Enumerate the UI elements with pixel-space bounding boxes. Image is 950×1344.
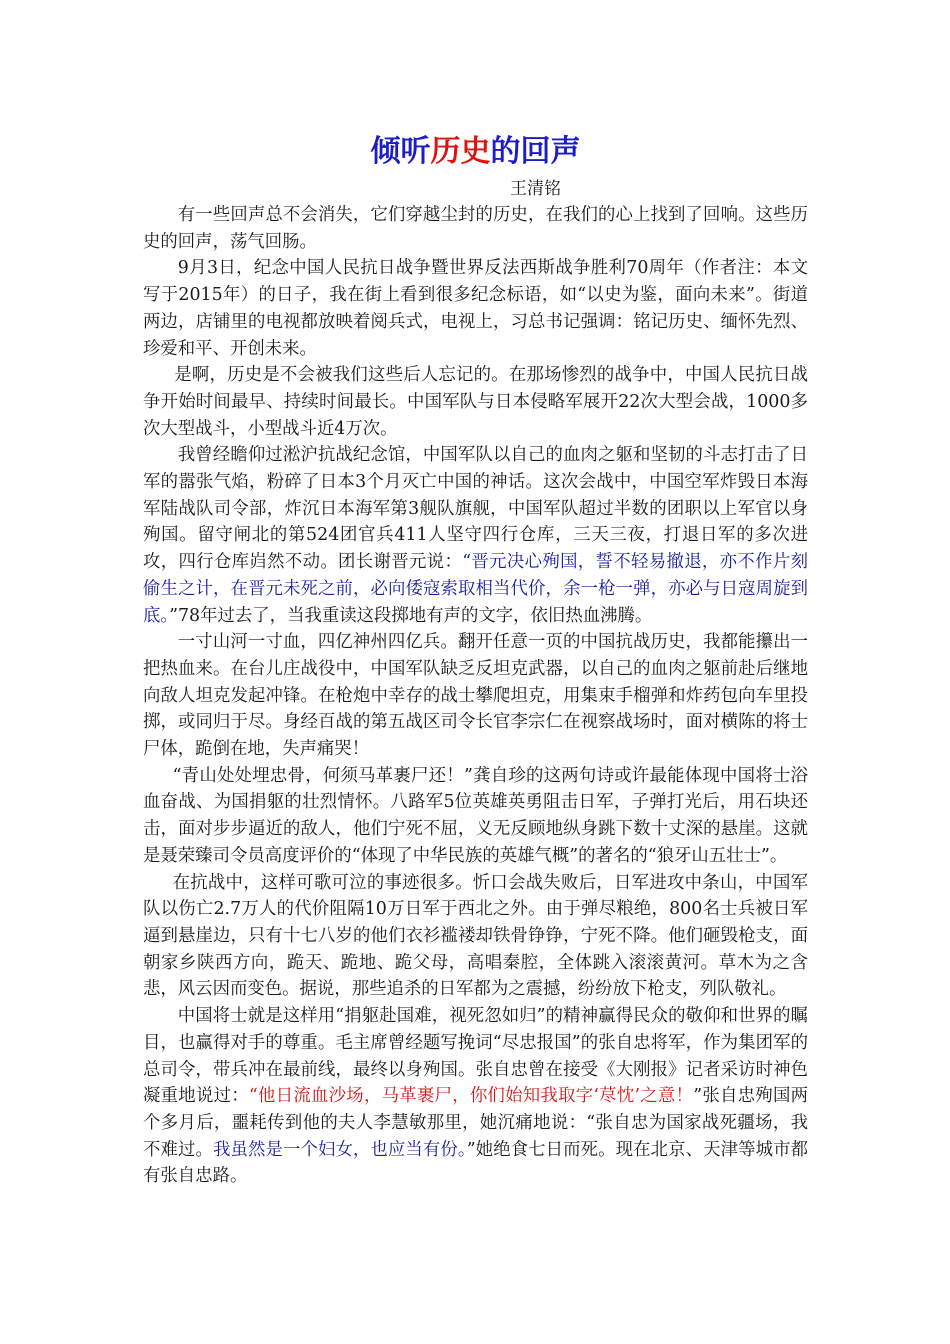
zhang-zizhong-quote: “他日流血沙场，马革裹尸，你们始知我取字‘荩忱’之意！ [248, 1086, 694, 1107]
paragraph-6: “青山处处埋忠骨，何须马革裹尸还！”龚自珍的这两句诗或许最能体现中国将士浴血奋战、为国捐躯的壮烈情怀。八路军5位英雄英勇阻击日军，子弹打光后，用石块还击，面对步步逼近的敌人，他们宁死不屈，义无反顾地纵身跳下数十丈深的悬崖。这就是聂荣臻司令员高度评价的“体现了中华民族的英雄气概”的著名的“狼牙山五壮士”。 [143, 765, 808, 866]
article-author: 王清铭 [510, 179, 561, 199]
paragraph-4 [143, 442, 808, 629]
paragraph-2: 9月3日，纪念中国人民抗日战争暨世界反法西斯战争胜利70周年（作者注：本文写于2015年）的日子，我在街上看到很多纪念标语，如“以史为鉴，面向未来”。街道两边，店铺里的电视都放映着阅兵式，电视上，习总书记强调：铭记历史、缅怀先烈、珍爱和平、开创未来。 [143, 258, 808, 359]
paragraph-7: 在抗战中，这样可歌可泣的事迹很多。忻口会战失败后，日军进攻中条山，中国军队以伤亡2.7万人的代价阻隔10万日军于西北之外。由于弹尽粮绝，800名士兵被日军逼到悬崖边，只有十七八岁的他们衣衫褴褛却铁骨铮铮，宁死不降。他们砸毁枪支，面朝家乡陕西方向，跪天、跪地、跪父母，高唱秦腔，全体跳入滚滚黄河。草木为之含悲，风云因而变色。据说，那些追杀的日军都为之震撼，纷纷放下枪支，列队敬礼。 [143, 872, 808, 1000]
title-part-2: 历史 [430, 134, 491, 169]
paragraph-1: 有一些回声总不会消失，它们穿越尘封的历史，在我们的心上找到了回响。这些历史的回声，荡气回肠。 [143, 205, 808, 252]
document-page [143, 128, 808, 1190]
title-part-3: 的回声 [490, 134, 581, 169]
paragraph-8-text-c: ”她绝食七日而死。现在北京、天津等城市都有张自忠路。 [143, 1139, 808, 1187]
paragraph-4-text-a: 我曾经瞻仰过淞沪抗战纪念馆，中国军队以自己的血肉之躯和坚韧的斗志打击了日军的嚣张气焰，粉碎了日本3个月灭亡中国的神话。这次会战中，中国空军炸毁日本海军陆战队司令部，炸沉日本海军第3舰队旗舰，中国军队超过半数的团职以上军官以身殉国。留守闸北的第524团官兵411人坚守四行仓库，三天三夜，打退日军的多次进攻，四行仓库岿然不动。团长谢晋元说： [143, 445, 808, 573]
title-part-1: 倾听 [370, 134, 431, 169]
paragraph-4-text-b: ”78年过去了，当我重读这段掷地有声的文字，依旧热血沸腾。 [169, 605, 653, 626]
paragraph-5: 一寸山河一寸血，四亿神州四亿兵。翻开任意一页的中国抗战历史，我都能攥出一把热血来。在台儿庄战役中，中国军队缺乏反坦克武器，以自己的血肉之躯前赴后继地向敌人坦克发起冲锋。在枪炮中幸存的战士攀爬坦克，用集束手榴弹和炸药包向车里投掷，或同归于尽。身经百战的第五战区司令长官李宗仁在视察战场时，面对横陈的将士尸体，跪倒在地，失声痛哭！ [143, 632, 808, 760]
paragraph-8-text-b: ”张自忠殉国两个多月后，噩耗传到他的夫人李慧敏那里，她沉痛地说：“张自忠为国家战死疆场，我不难过。 [143, 1086, 808, 1160]
paragraph-8 [143, 1003, 808, 1190]
article-title [143, 128, 808, 176]
xie-jinyuan-quote: “晋元决心殉国，誓不轻易撤退，亦不作片刻偷生之计，在晋元未死之前，必向倭寇索取相当代价，余一枪一弹，亦必与日寇周旋到底。 [143, 552, 808, 626]
paragraph-8-text-a: 中国将士就是这样用“捐躯赴国难，视死忽如归”的精神赢得民众的敬仰和世界的瞩目，也赢得对手的尊重。毛主席曾经题写挽词“尽忠报国”的张自忠将军，作为集团军的总司令，带兵冲在最前线，最终以身殉国。张自忠曾在接受《大刚报》记者采访时神色凝重地说过： [143, 1006, 808, 1107]
paragraph-3: 是啊，历史是不会被我们这些后人忘记的。在那场惨烈的战争中，中国人民抗日战争开始时间最早、持续时间最长。中国军队与日本侵略军展开22次大型会战，1000多次大型战斗，小型战斗近4万次。 [143, 365, 808, 439]
li-huimin-quote: 我虽然是一个妇女，也应当有份。 [212, 1139, 467, 1160]
